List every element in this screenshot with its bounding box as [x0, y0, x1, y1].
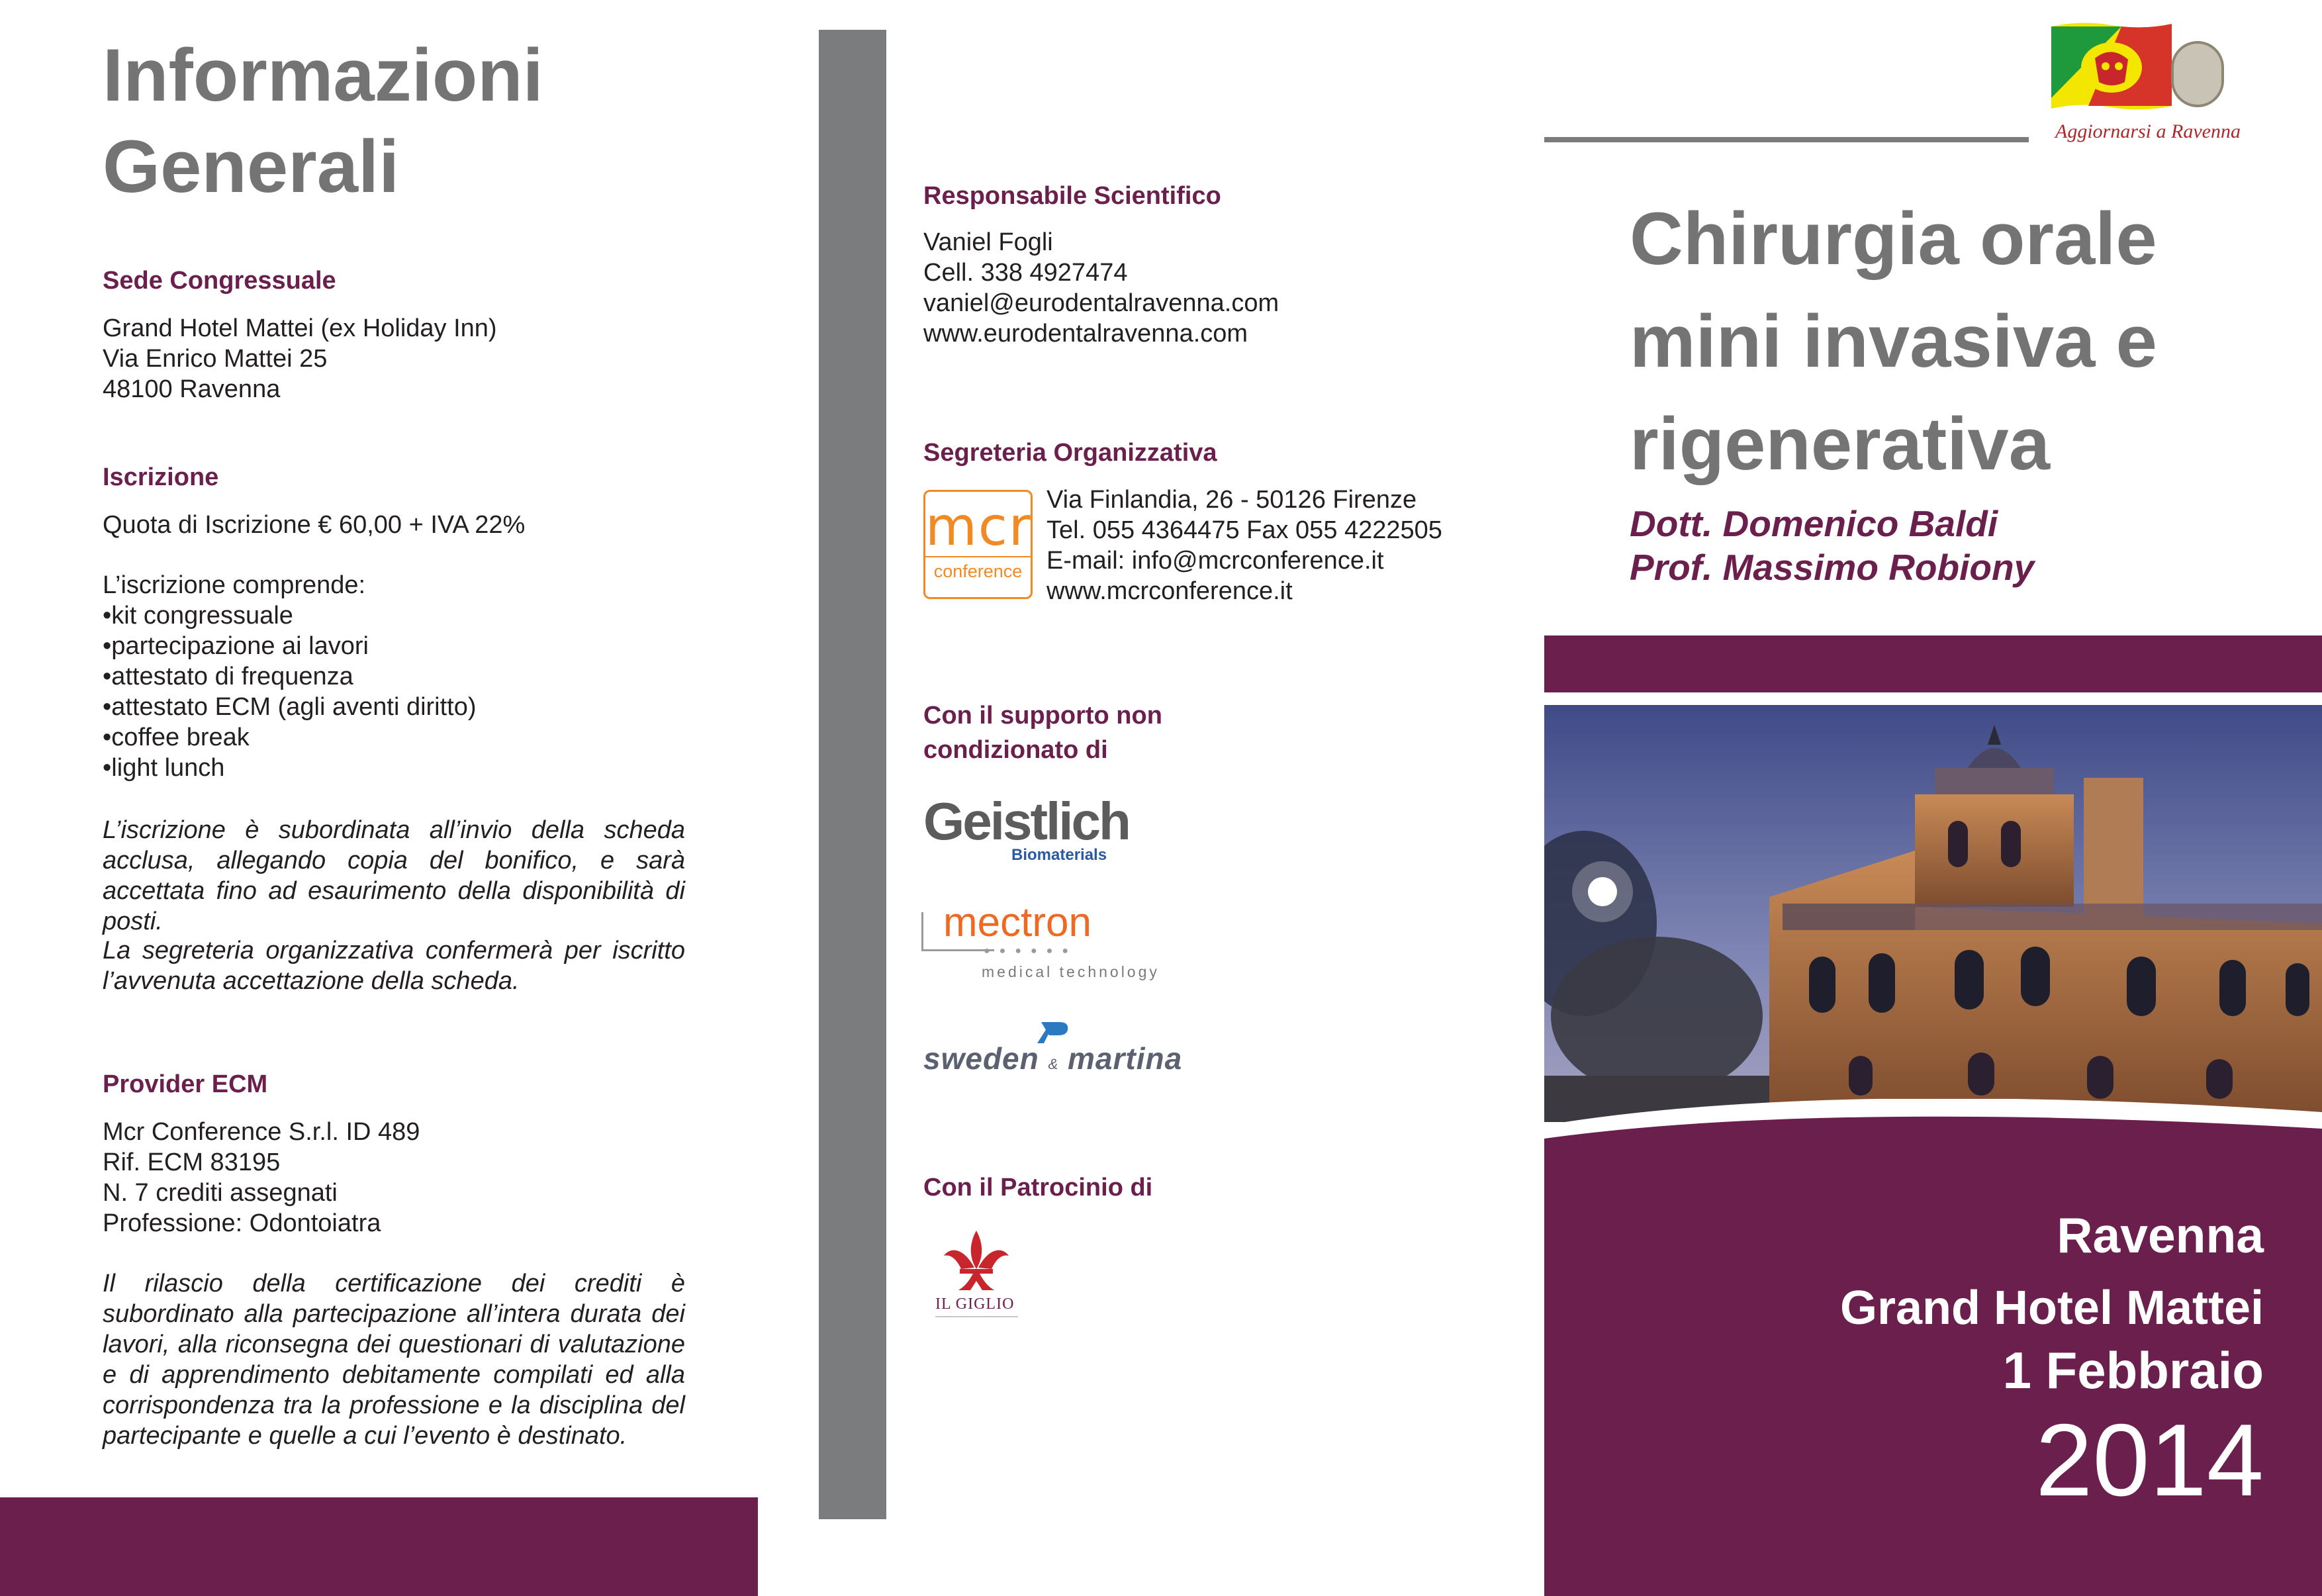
mectron-logo: mectron	[943, 900, 1091, 945]
support-heading-line-2: condizionato di	[923, 736, 1108, 764]
event-hotel: Grand Hotel Mattei	[1839, 1282, 2264, 1335]
secretariat-address: Via Finlandia, 26 - 50126 Firenze	[1046, 486, 1417, 514]
sweden-martina-logo	[923, 1041, 1182, 1076]
giglio-logo-text: IL GIGLIO	[935, 1295, 1015, 1313]
course-speakers	[1630, 502, 2034, 589]
giglio-divider	[935, 1316, 1018, 1317]
mectron-logo-subtext: medical technology	[982, 963, 1160, 980]
list-item: •attestato di frequenza	[103, 663, 353, 690]
sweden-martina-left: sweden	[923, 1041, 1039, 1076]
secretariat-website: www.mcrconference.it	[1046, 577, 1293, 605]
title-divider	[1544, 137, 2029, 142]
title-line-1: Informazioni	[103, 34, 543, 117]
event-year: 2014	[2035, 1403, 2264, 1517]
ravenna-seal-icon	[2171, 41, 2224, 107]
list-item: •attestato ECM (agli aventi diritto)	[103, 693, 477, 721]
provider-line: N. 7 crediti assegnati	[103, 1179, 338, 1207]
list-item: •kit congressuale	[103, 602, 293, 630]
contact-email: vaniel@eurodentalravenna.com	[923, 289, 1279, 317]
mectron-logo-mark	[921, 912, 923, 951]
provider-line: Professione: Odontoiatra	[103, 1209, 381, 1237]
course-title-line: rigenerativa	[1630, 402, 2050, 485]
speaker-name: Dott. Domenico Baldi	[1630, 503, 1998, 544]
course-title-line: Chirurgia orale	[1630, 197, 2157, 280]
provider-line: Rif. ECM 83195	[103, 1149, 281, 1176]
includes-intro: L’iscrizione comprende:	[103, 571, 366, 599]
geistlich-logo-subtext: Biomaterials	[1011, 846, 1107, 864]
organizer-tagline: Aggiornarsi a Ravenna	[2055, 120, 2241, 142]
registration-note-1: L’iscrizione è subordinata all’invio della scheda acclusa, allegando copia del bonifico, e sarà accettata fino ad esaurimento della disponibilità di posti.	[103, 816, 685, 935]
contact-website: www.eurodentalravenna.com	[923, 320, 1248, 348]
registration-fee: Quota di Iscrizione € 60,00 + IVA 22%	[103, 511, 526, 539]
contact-name: Vaniel Fogli	[923, 228, 1053, 256]
mcr-logo-subtext: conference	[925, 556, 1031, 582]
mectron-logo-dots: ●●●●●●	[984, 945, 1078, 957]
basilica-photo	[1544, 705, 2322, 1122]
registration-includes	[103, 570, 477, 783]
left-bottom-bar	[0, 1497, 758, 1596]
list-item: •coffee break	[103, 724, 250, 751]
provider-details	[103, 1117, 420, 1239]
contact-phone: Cell. 338 4927474	[923, 259, 1128, 287]
mcr-logo-text: mcr	[925, 496, 1032, 557]
secretariat-heading: Segreteria Organizzativa	[923, 439, 1217, 467]
ravenna-flag-icon	[2049, 19, 2174, 118]
left-panel-title	[103, 30, 543, 212]
sweden-martina-amp: &	[1048, 1056, 1059, 1072]
event-city: Ravenna	[2057, 1207, 2264, 1263]
provider-note: Il rilascio della certificazione dei crediti è subordinato alla partecipazione all’intera durata dei lavori, alla riconsegna dei questionari di valutazione e di apprendimento debitamente compilati ed alla corrispondenza tra la professione e la disciplina del partecipante e quelle a cui l’evento è destinato.	[103, 1270, 685, 1450]
mcr-conference-logo	[923, 490, 1033, 599]
secretariat-phone: Tel. 055 4364475 Fax 055 4222505	[1046, 516, 1442, 544]
giglio-lily-icon	[940, 1228, 1013, 1294]
venue-line: Via Enrico Mattei 25	[103, 345, 328, 373]
venue-address	[103, 313, 497, 404]
scientific-contact	[923, 227, 1279, 349]
fold-strip	[819, 30, 886, 1519]
support-heading-line-1: Con il supporto non	[923, 702, 1162, 729]
list-item: •light lunch	[103, 754, 225, 782]
support-heading	[923, 698, 1162, 767]
registration-heading: Iscrizione	[103, 463, 219, 491]
cover-band	[1544, 635, 2322, 692]
venue-line: 48100 Ravenna	[103, 375, 281, 403]
secretariat-email: E-mail: info@mcrconference.it	[1046, 547, 1384, 575]
scientific-heading: Responsabile Scientifico	[923, 182, 1221, 210]
geistlich-logo: Geistlich	[923, 792, 1129, 851]
patronage-heading: Con il Patrocinio di	[923, 1174, 1153, 1201]
provider-heading: Provider ECM	[103, 1070, 268, 1098]
provider-line: Mcr Conference S.r.l. ID 489	[103, 1118, 420, 1146]
course-title	[1630, 187, 2157, 495]
registration-note-2: La segreteria organizzativa confermerà per iscritto l’avvenuta accettazione della scheda.	[103, 937, 685, 995]
course-title-line: mini invasiva e	[1630, 300, 2157, 383]
venue-heading: Sede Congressuale	[103, 267, 336, 295]
speaker-name: Prof. Massimo Robiony	[1630, 547, 2035, 588]
list-item: •partecipazione ai lavori	[103, 632, 369, 660]
event-date: 1 Febbraio	[2002, 1341, 2264, 1399]
secretariat-contact	[1046, 485, 1442, 606]
title-line-2: Generali	[103, 125, 400, 208]
sweden-martina-right: martina	[1067, 1041, 1183, 1076]
venue-line: Grand Hotel Mattei (ex Holiday Inn)	[103, 314, 497, 342]
